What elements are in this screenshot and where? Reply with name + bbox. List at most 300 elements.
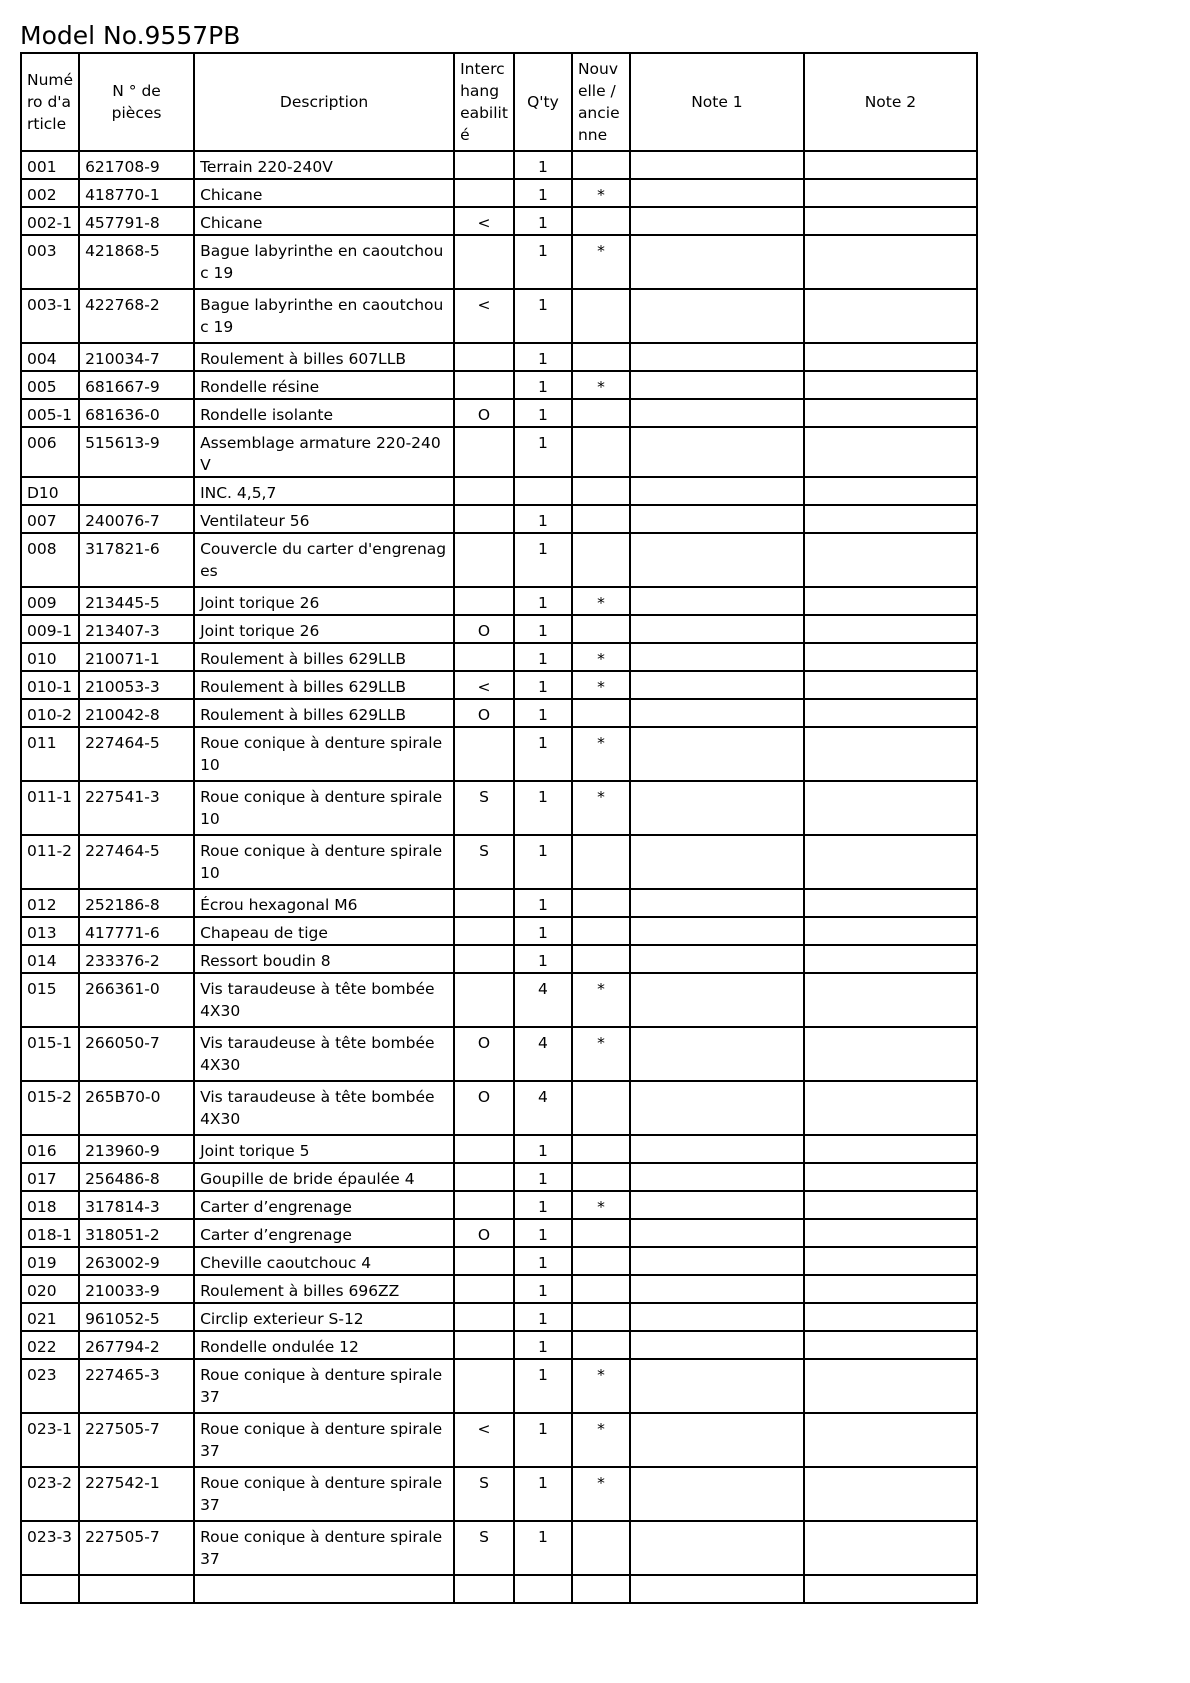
cell-part-number: 961052-5 — [79, 1303, 194, 1331]
cell-interchangeability: < — [454, 671, 514, 699]
cell-quantity: 1 — [514, 533, 572, 587]
cell-item-number: 001 — [21, 151, 79, 179]
cell-interchangeability — [454, 1247, 514, 1275]
cell-description: Chicane — [194, 207, 454, 235]
cell-part-number: 210042-8 — [79, 699, 194, 727]
cell-interchangeability — [454, 343, 514, 371]
cell-item-number: 005 — [21, 371, 79, 399]
cell-note-2 — [804, 973, 977, 1027]
cell-new-old — [572, 1247, 630, 1275]
cell-item-number: 021 — [21, 1303, 79, 1331]
cell-description: Vis taraudeuse à tête bombée 4X30 — [194, 973, 454, 1027]
cell-interchangeability: O — [454, 1027, 514, 1081]
table-row — [21, 477, 977, 505]
cell-interchangeability — [454, 477, 514, 505]
cell-quantity: 1 — [514, 643, 572, 671]
cell-interchangeability — [454, 371, 514, 399]
cell-note-1 — [630, 1413, 804, 1467]
cell-item-number: 016 — [21, 1135, 79, 1163]
table-row — [21, 1191, 977, 1219]
cell-note-2 — [804, 1191, 977, 1219]
cell-note-2 — [804, 207, 977, 235]
cell-note-1 — [630, 889, 804, 917]
cell-new-old — [572, 945, 630, 973]
header-note-1: Note 1 — [630, 53, 804, 151]
cell-note-1 — [630, 587, 804, 615]
table-row — [21, 1219, 977, 1247]
cell-part-number: 317821-6 — [79, 533, 194, 587]
table-row — [21, 727, 977, 781]
table-row — [21, 889, 977, 917]
cell-interchangeability — [454, 1331, 514, 1359]
parts-table — [20, 52, 978, 1604]
cell-note-2 — [804, 1219, 977, 1247]
cell-note-1 — [630, 399, 804, 427]
cell-description: Circlip exterieur S-12 — [194, 1303, 454, 1331]
cell-new-old — [572, 699, 630, 727]
cell-quantity: 1 — [514, 1413, 572, 1467]
table-row — [21, 235, 977, 289]
cell-item-number: 004 — [21, 343, 79, 371]
cell-part-number: 227505-7 — [79, 1413, 194, 1467]
cell-description: Joint torique 26 — [194, 587, 454, 615]
table-row — [21, 533, 977, 587]
cell-note-2 — [804, 533, 977, 587]
cell-note-1 — [630, 917, 804, 945]
header-part-number: N ° de pièces — [79, 53, 194, 151]
table-row — [21, 207, 977, 235]
cell-interchangeability — [454, 1359, 514, 1413]
cell-part-number: 210053-3 — [79, 671, 194, 699]
cell-new-old — [572, 207, 630, 235]
cell-note-2 — [804, 477, 977, 505]
header-description: Description — [194, 53, 454, 151]
cell-new-old — [572, 505, 630, 533]
cell-new-old: * — [572, 643, 630, 671]
cell-note-1 — [630, 505, 804, 533]
cell-note-1 — [630, 643, 804, 671]
cell-quantity: 1 — [514, 671, 572, 699]
cell-quantity: 1 — [514, 207, 572, 235]
cell-note-1 — [630, 1163, 804, 1191]
cell-note-1 — [630, 1191, 804, 1219]
cell-note-1 — [630, 1135, 804, 1163]
cell-item-number: 003 — [21, 235, 79, 289]
cell-new-old: * — [572, 1413, 630, 1467]
cell-new-old — [572, 427, 630, 477]
cell-description: Vis taraudeuse à tête bombée 4X30 — [194, 1027, 454, 1081]
table-row — [21, 1275, 977, 1303]
table-row — [21, 289, 977, 343]
cell-interchangeability: O — [454, 1081, 514, 1135]
cell-description: Carter d’engrenage — [194, 1219, 454, 1247]
cell-note-1 — [630, 1247, 804, 1275]
table-row — [21, 973, 977, 1027]
cell-new-old: * — [572, 727, 630, 781]
cell-new-old — [572, 1163, 630, 1191]
cell-description: Couvercle du carter d'engrenages — [194, 533, 454, 587]
table-header-row — [21, 53, 977, 151]
table-row — [21, 945, 977, 973]
cell-part-number: 227464-5 — [79, 727, 194, 781]
cell-new-old — [572, 1135, 630, 1163]
cell-description: Cheville caoutchouc 4 — [194, 1247, 454, 1275]
cell-quantity: 4 — [514, 973, 572, 1027]
cell-new-old — [572, 1081, 630, 1135]
cell-note-2 — [804, 615, 977, 643]
cell-part-number: 265B70-0 — [79, 1081, 194, 1135]
table-row — [21, 699, 977, 727]
cell-description: Roue conique à denture spirale 37 — [194, 1467, 454, 1521]
cell-quantity: 1 — [514, 343, 572, 371]
cell-item-number: 022 — [21, 1331, 79, 1359]
cell-interchangeability — [454, 235, 514, 289]
cell-item-number: 011 — [21, 727, 79, 781]
table-row — [21, 1359, 977, 1413]
cell-item-number: 017 — [21, 1163, 79, 1191]
cell-interchangeability — [454, 1303, 514, 1331]
cell-note-2 — [804, 1521, 977, 1575]
cell-description: Roue conique à denture spirale 37 — [194, 1413, 454, 1467]
cell-note-1 — [630, 1027, 804, 1081]
header-interchangeability: Interc hang eabilit é — [454, 53, 514, 151]
header-quantity: Q'ty — [514, 53, 572, 151]
cell-item-number: 005-1 — [21, 399, 79, 427]
cell-item-number: 015-1 — [21, 1027, 79, 1081]
header-note-2: Note 2 — [804, 53, 977, 151]
cell-new-old — [572, 477, 630, 505]
cell-description: Rondelle résine — [194, 371, 454, 399]
cell-note-1 — [630, 781, 804, 835]
cell-part-number: 210033-9 — [79, 1275, 194, 1303]
cell-interchangeability — [454, 727, 514, 781]
table-row — [21, 1081, 977, 1135]
cell-quantity: 1 — [514, 399, 572, 427]
cell-note-1 — [630, 727, 804, 781]
cell-interchangeability — [454, 889, 514, 917]
cell-note-1 — [630, 1331, 804, 1359]
cell-description: Roue conique à denture spirale 10 — [194, 835, 454, 889]
cell-quantity: 1 — [514, 1521, 572, 1575]
table-row — [21, 1331, 977, 1359]
cell-note-2 — [804, 1163, 977, 1191]
cell-interchangeability: S — [454, 1467, 514, 1521]
cell-interchangeability — [454, 505, 514, 533]
table-row — [21, 1521, 977, 1575]
cell-note-2 — [804, 835, 977, 889]
cell-quantity: 1 — [514, 889, 572, 917]
cell-description: Roulement à billes 696ZZ — [194, 1275, 454, 1303]
cell-new-old — [572, 1575, 630, 1603]
cell-item-number: D10 — [21, 477, 79, 505]
cell-note-1 — [630, 1575, 804, 1603]
cell-note-2 — [804, 643, 977, 671]
cell-quantity: 1 — [514, 1275, 572, 1303]
cell-description: Roue conique à denture spirale 10 — [194, 781, 454, 835]
cell-item-number: 002 — [21, 179, 79, 207]
cell-description — [194, 1575, 454, 1603]
cell-part-number: 266050-7 — [79, 1027, 194, 1081]
cell-new-old — [572, 1275, 630, 1303]
cell-new-old — [572, 533, 630, 587]
cell-interchangeability — [454, 1135, 514, 1163]
cell-description: Carter d’engrenage — [194, 1191, 454, 1219]
cell-note-1 — [630, 1303, 804, 1331]
cell-new-old: * — [572, 781, 630, 835]
cell-description: Roulement à billes 629LLB — [194, 643, 454, 671]
cell-item-number: 006 — [21, 427, 79, 477]
cell-part-number: 422768-2 — [79, 289, 194, 343]
cell-note-1 — [630, 427, 804, 477]
table-row — [21, 1247, 977, 1275]
cell-item-number: 019 — [21, 1247, 79, 1275]
cell-item-number: 018 — [21, 1191, 79, 1219]
cell-note-2 — [804, 1303, 977, 1331]
table-row — [21, 1575, 977, 1603]
table-row — [21, 1467, 977, 1521]
cell-quantity: 1 — [514, 235, 572, 289]
cell-interchangeability — [454, 1275, 514, 1303]
cell-description: Roue conique à denture spirale 37 — [194, 1521, 454, 1575]
table-row — [21, 917, 977, 945]
cell-part-number: 263002-9 — [79, 1247, 194, 1275]
cell-item-number: 010 — [21, 643, 79, 671]
cell-description: Roulement à billes 629LLB — [194, 699, 454, 727]
cell-new-old — [572, 1331, 630, 1359]
cell-interchangeability: < — [454, 289, 514, 343]
cell-quantity: 1 — [514, 1163, 572, 1191]
cell-part-number: 515613-9 — [79, 427, 194, 477]
cell-description: Goupille de bride épaulée 4 — [194, 1163, 454, 1191]
cell-interchangeability: O — [454, 615, 514, 643]
cell-new-old — [572, 1219, 630, 1247]
cell-item-number: 015-2 — [21, 1081, 79, 1135]
cell-part-number: 213960-9 — [79, 1135, 194, 1163]
cell-note-1 — [630, 835, 804, 889]
cell-part-number: 227465-3 — [79, 1359, 194, 1413]
cell-item-number: 007 — [21, 505, 79, 533]
cell-new-old: * — [572, 973, 630, 1027]
cell-item-number: 009-1 — [21, 615, 79, 643]
cell-quantity: 1 — [514, 289, 572, 343]
cell-description: Vis taraudeuse à tête bombée 4X30 — [194, 1081, 454, 1135]
cell-note-2 — [804, 427, 977, 477]
cell-new-old: * — [572, 1027, 630, 1081]
table-row — [21, 781, 977, 835]
header-item-number: Numé ro d'a rticle — [21, 53, 79, 151]
cell-note-2 — [804, 917, 977, 945]
table-row — [21, 1303, 977, 1331]
cell-item-number: 003-1 — [21, 289, 79, 343]
cell-quantity: 1 — [514, 1467, 572, 1521]
table-row — [21, 1163, 977, 1191]
table-row — [21, 371, 977, 399]
cell-note-2 — [804, 1331, 977, 1359]
cell-interchangeability: O — [454, 1219, 514, 1247]
cell-part-number: 213445-5 — [79, 587, 194, 615]
cell-note-2 — [804, 235, 977, 289]
cell-note-1 — [630, 1275, 804, 1303]
cell-note-2 — [804, 1135, 977, 1163]
cell-part-number: 213407-3 — [79, 615, 194, 643]
cell-item-number: 011-1 — [21, 781, 79, 835]
cell-new-old: * — [572, 1191, 630, 1219]
cell-interchangeability — [454, 973, 514, 1027]
cell-quantity: 1 — [514, 835, 572, 889]
cell-note-2 — [804, 371, 977, 399]
cell-part-number: 681636-0 — [79, 399, 194, 427]
cell-item-number: 008 — [21, 533, 79, 587]
cell-note-1 — [630, 533, 804, 587]
cell-part-number: 417771-6 — [79, 917, 194, 945]
cell-part-number: 457791-8 — [79, 207, 194, 235]
table-row — [21, 1413, 977, 1467]
cell-description: Chapeau de tige — [194, 917, 454, 945]
cell-interchangeability — [454, 945, 514, 973]
cell-item-number: 023-3 — [21, 1521, 79, 1575]
cell-note-2 — [804, 889, 977, 917]
cell-note-1 — [630, 1081, 804, 1135]
cell-note-2 — [804, 179, 977, 207]
cell-note-1 — [630, 1359, 804, 1413]
cell-new-old — [572, 615, 630, 643]
cell-interchangeability — [454, 179, 514, 207]
cell-quantity: 1 — [514, 781, 572, 835]
cell-interchangeability: < — [454, 1413, 514, 1467]
cell-description: Roulement à billes 607LLB — [194, 343, 454, 371]
cell-note-2 — [804, 1467, 977, 1521]
cell-interchangeability: O — [454, 699, 514, 727]
table-row — [21, 505, 977, 533]
cell-quantity: 1 — [514, 699, 572, 727]
cell-part-number: 418770-1 — [79, 179, 194, 207]
cell-note-2 — [804, 1081, 977, 1135]
cell-note-2 — [804, 587, 977, 615]
cell-interchangeability: S — [454, 1521, 514, 1575]
cell-quantity: 4 — [514, 1081, 572, 1135]
cell-part-number: 227464-5 — [79, 835, 194, 889]
cell-quantity: 1 — [514, 179, 572, 207]
cell-description: Ressort boudin 8 — [194, 945, 454, 973]
cell-quantity: 1 — [514, 1135, 572, 1163]
cell-note-1 — [630, 179, 804, 207]
cell-note-2 — [804, 1275, 977, 1303]
cell-note-1 — [630, 699, 804, 727]
cell-description: Bague labyrinthe en caoutchouc 19 — [194, 289, 454, 343]
cell-interchangeability — [454, 1191, 514, 1219]
cell-item-number: 010-2 — [21, 699, 79, 727]
cell-new-old: * — [572, 371, 630, 399]
cell-note-2 — [804, 289, 977, 343]
cell-item-number: 014 — [21, 945, 79, 973]
cell-interchangeability — [454, 151, 514, 179]
cell-item-number: 023-2 — [21, 1467, 79, 1521]
cell-interchangeability: < — [454, 207, 514, 235]
cell-quantity: 1 — [514, 151, 572, 179]
cell-interchangeability: S — [454, 781, 514, 835]
cell-part-number — [79, 477, 194, 505]
cell-note-2 — [804, 781, 977, 835]
cell-new-old — [572, 399, 630, 427]
cell-item-number: 012 — [21, 889, 79, 917]
cell-note-1 — [630, 207, 804, 235]
table-row — [21, 671, 977, 699]
cell-note-1 — [630, 235, 804, 289]
cell-description: Rondelle isolante — [194, 399, 454, 427]
cell-quantity: 1 — [514, 1247, 572, 1275]
cell-new-old — [572, 1521, 630, 1575]
cell-interchangeability — [454, 533, 514, 587]
cell-part-number: 421868-5 — [79, 235, 194, 289]
cell-description: Ventilateur 56 — [194, 505, 454, 533]
cell-quantity — [514, 477, 572, 505]
cell-new-old: * — [572, 587, 630, 615]
cell-part-number: 240076-7 — [79, 505, 194, 533]
cell-note-2 — [804, 727, 977, 781]
table-row — [21, 835, 977, 889]
cell-note-2 — [804, 505, 977, 533]
cell-item-number: 009 — [21, 587, 79, 615]
cell-part-number: 227542-1 — [79, 1467, 194, 1521]
cell-new-old: * — [572, 1467, 630, 1521]
cell-part-number: 266361-0 — [79, 973, 194, 1027]
cell-description: Roue conique à denture spirale 10 — [194, 727, 454, 781]
cell-part-number: 267794-2 — [79, 1331, 194, 1359]
cell-item-number: 010-1 — [21, 671, 79, 699]
cell-new-old — [572, 343, 630, 371]
cell-note-2 — [804, 945, 977, 973]
cell-description: Assemblage armature 220-240V — [194, 427, 454, 477]
cell-new-old — [572, 289, 630, 343]
cell-part-number: 256486-8 — [79, 1163, 194, 1191]
cell-part-number: 621708-9 — [79, 151, 194, 179]
page-title: Model No.9557PB — [20, 21, 241, 50]
cell-note-2 — [804, 151, 977, 179]
cell-note-2 — [804, 399, 977, 427]
cell-note-2 — [804, 1413, 977, 1467]
cell-new-old — [572, 151, 630, 179]
cell-quantity: 1 — [514, 1359, 572, 1413]
cell-item-number: 011-2 — [21, 835, 79, 889]
cell-interchangeability — [454, 1575, 514, 1603]
cell-quantity: 1 — [514, 1331, 572, 1359]
cell-quantity: 4 — [514, 1027, 572, 1081]
cell-item-number: 015 — [21, 973, 79, 1027]
cell-note-1 — [630, 343, 804, 371]
cell-interchangeability: S — [454, 835, 514, 889]
cell-new-old: * — [572, 1359, 630, 1413]
cell-item-number: 023 — [21, 1359, 79, 1413]
cell-note-2 — [804, 343, 977, 371]
cell-note-1 — [630, 289, 804, 343]
cell-quantity — [514, 1575, 572, 1603]
cell-interchangeability — [454, 427, 514, 477]
table-row — [21, 179, 977, 207]
cell-item-number: 020 — [21, 1275, 79, 1303]
cell-quantity: 1 — [514, 1191, 572, 1219]
cell-description: Terrain 220-240V — [194, 151, 454, 179]
cell-new-old: * — [572, 235, 630, 289]
cell-item-number: 013 — [21, 917, 79, 945]
cell-note-1 — [630, 1467, 804, 1521]
cell-interchangeability — [454, 587, 514, 615]
cell-new-old — [572, 917, 630, 945]
cell-interchangeability — [454, 917, 514, 945]
cell-item-number — [21, 1575, 79, 1603]
cell-description: Roue conique à denture spirale 37 — [194, 1359, 454, 1413]
cell-description: Bague labyrinthe en caoutchouc 19 — [194, 235, 454, 289]
cell-part-number: 210034-7 — [79, 343, 194, 371]
